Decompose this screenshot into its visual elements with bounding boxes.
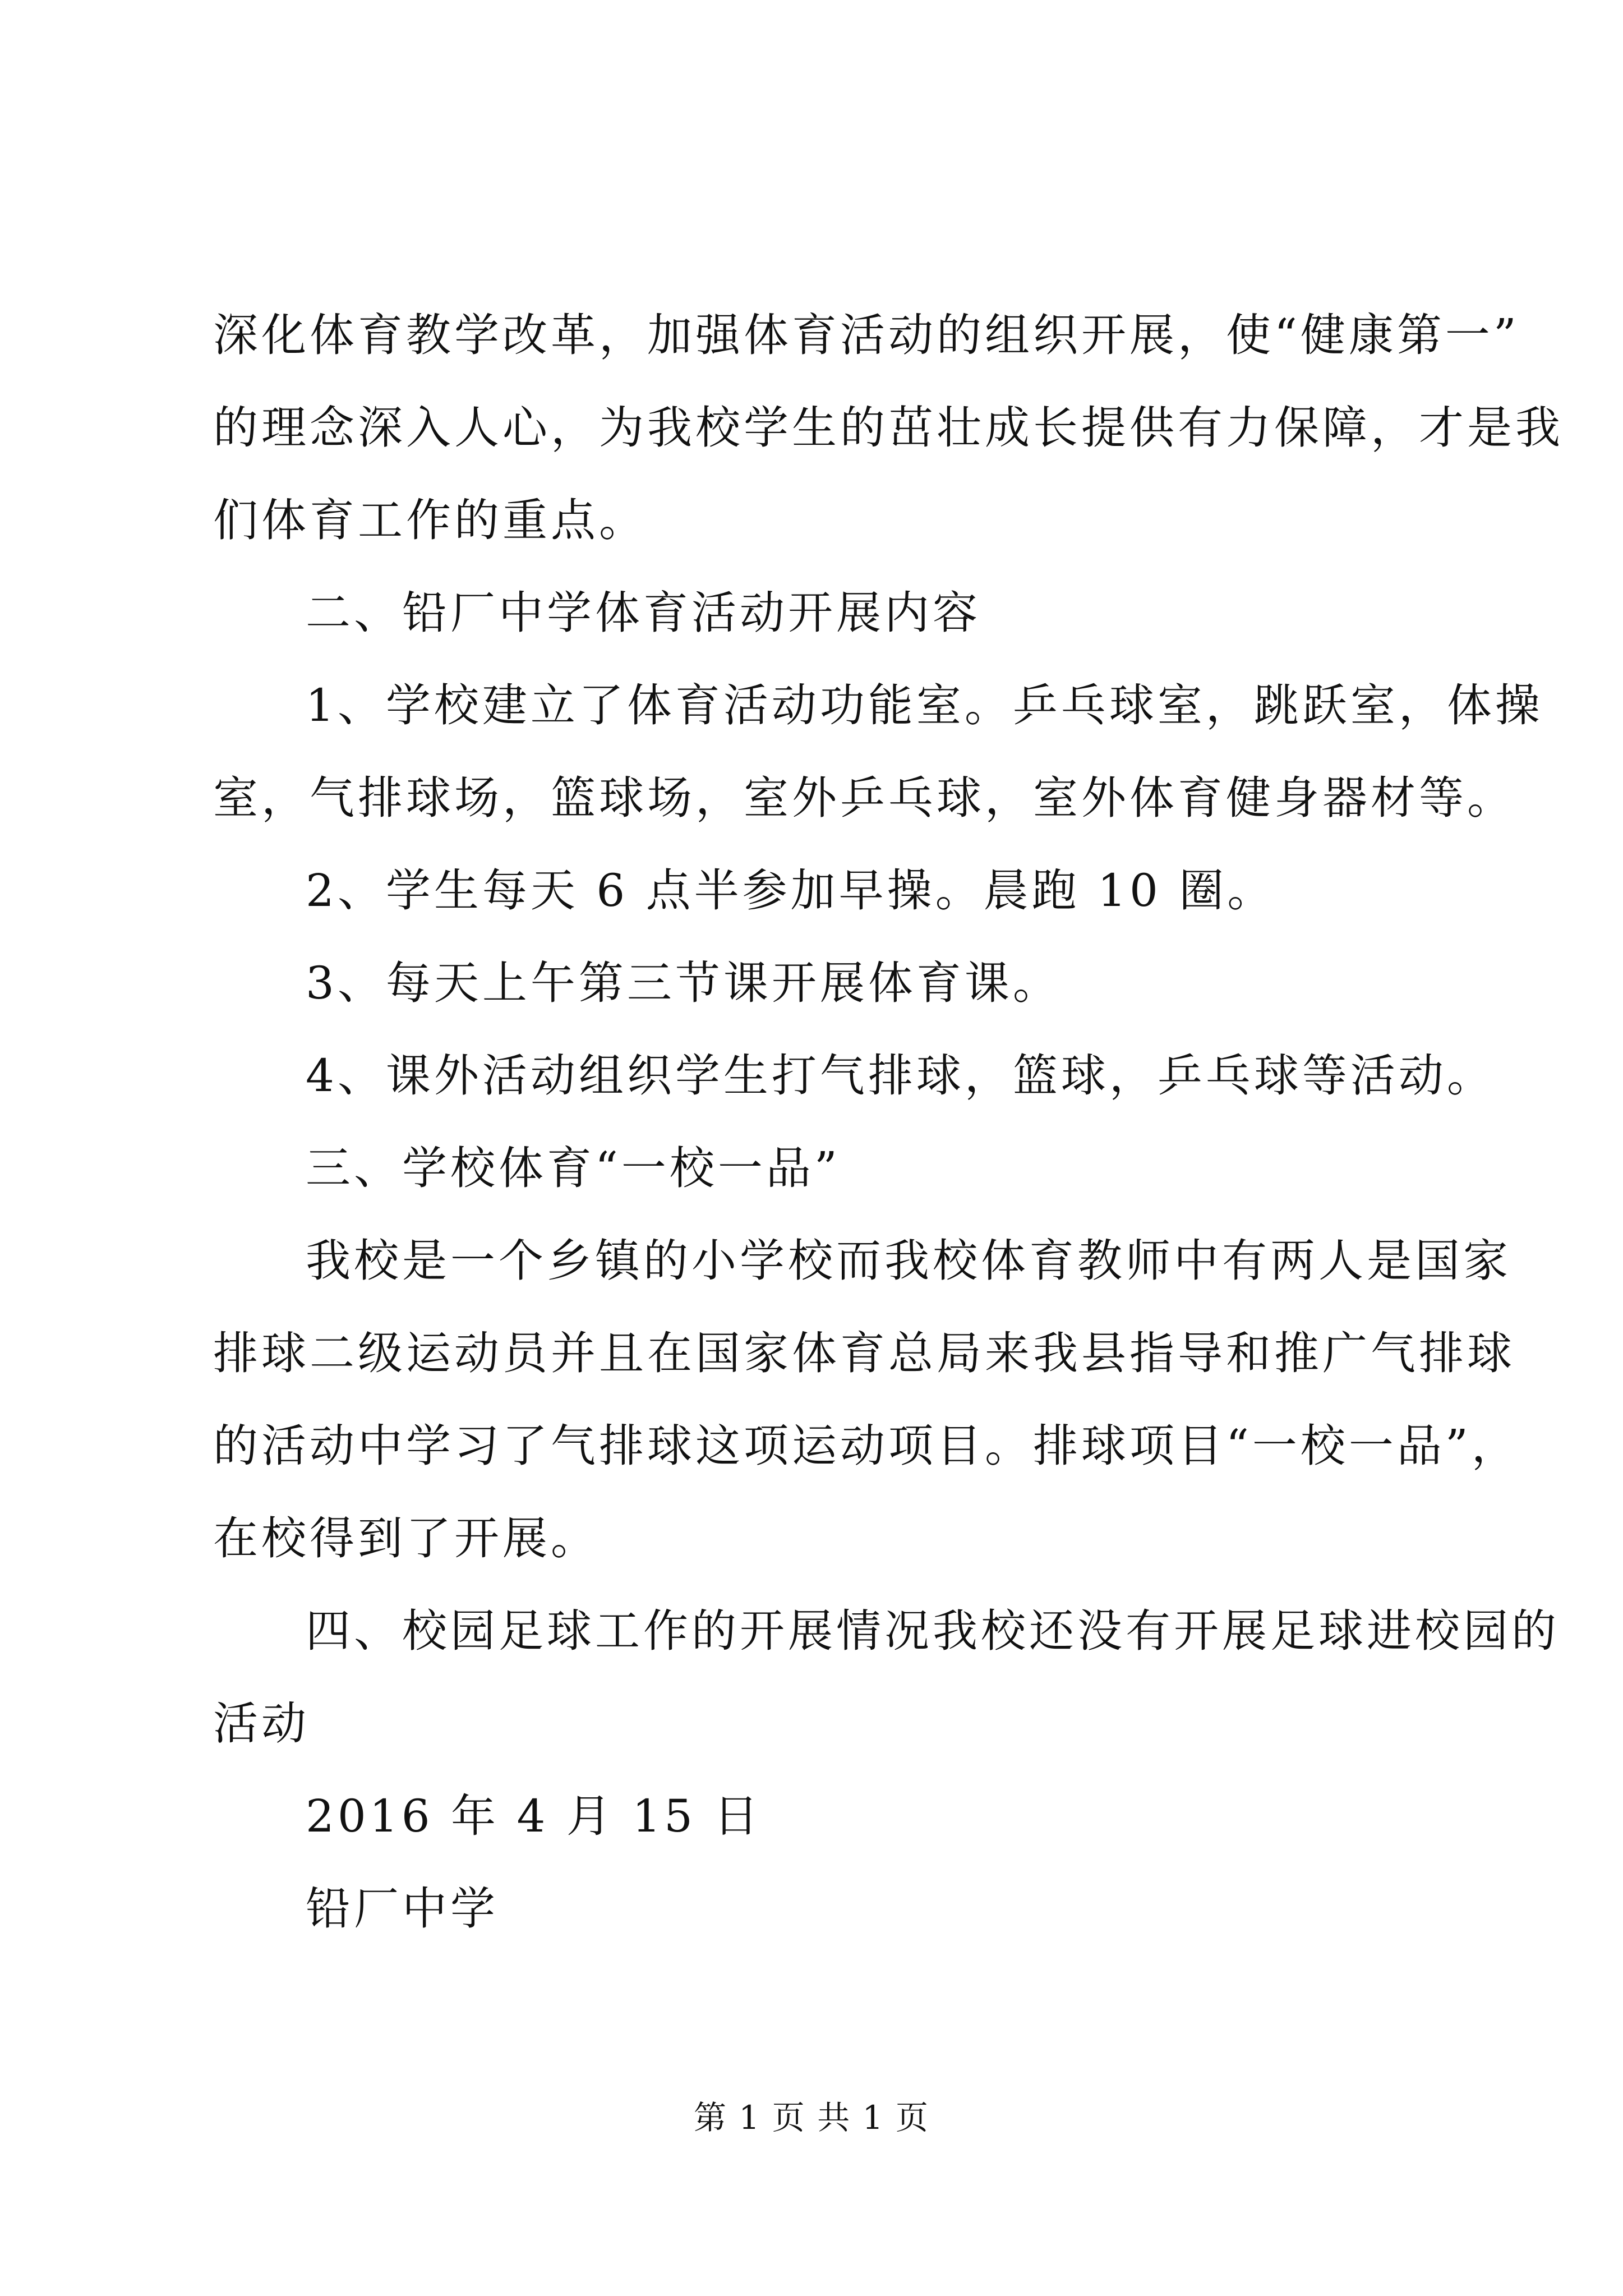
list-item-4: 4、课外活动组织学生打气排球，篮球，乒乓球等活动。 xyxy=(306,1050,1495,1102)
paragraph-3-line-1: 我校是一个乡镇的小学校而我校体育教师中有两人是国家 xyxy=(306,1235,1511,1287)
date-line: 2016 年 4 月 15 日 xyxy=(306,1790,762,1842)
paragraph-3-line-3: 的活动中学习了气排球这项运动项目。排球项目“一校一品”， xyxy=(213,1420,1520,1472)
section-heading-2: 二、铅厂中学体育活动开展内容 xyxy=(306,587,981,639)
paragraph-3-line-2: 排球二级运动员并且在国家体育总局来我县指导和推广气排球 xyxy=(213,1327,1515,1379)
body-line-1: 深化体育教学改革，加强体育活动的组织开展，使“健康第一” xyxy=(213,309,1520,361)
body-line-2: 的理念深入人心，为我校学生的茁壮成长提供有力保障，才是我 xyxy=(213,402,1564,454)
list-item-3: 3、每天上午第三节课开展体育课。 xyxy=(306,957,1061,1009)
list-item-1: 1、学校建立了体育活动功能室。乒乓球室，跳跃室，体操 xyxy=(306,679,1543,731)
body-line-3: 们体育工作的重点。 xyxy=(213,494,647,546)
section-heading-4: 四、校园足球工作的开展情况我校还没有开展足球进校园的 xyxy=(306,1605,1560,1657)
page-footer: 第 1 页 共 1 页 xyxy=(694,2099,929,2137)
section-heading-3: 三、学校体育“一校一品” xyxy=(306,1142,841,1194)
list-item-2: 2、学生每天 6 点半参加早操。晨跑 10 圈。 xyxy=(306,864,1276,917)
section-4-cont: 活动 xyxy=(213,1697,310,1750)
paragraph-3-line-4: 在校得到了开展。 xyxy=(213,1512,599,1565)
list-item-1-cont: 室，气排球场，篮球场，室外乒乓球，室外体育健身器材等。 xyxy=(213,772,1515,824)
signature-school: 铅厂中学 xyxy=(306,1883,499,1935)
